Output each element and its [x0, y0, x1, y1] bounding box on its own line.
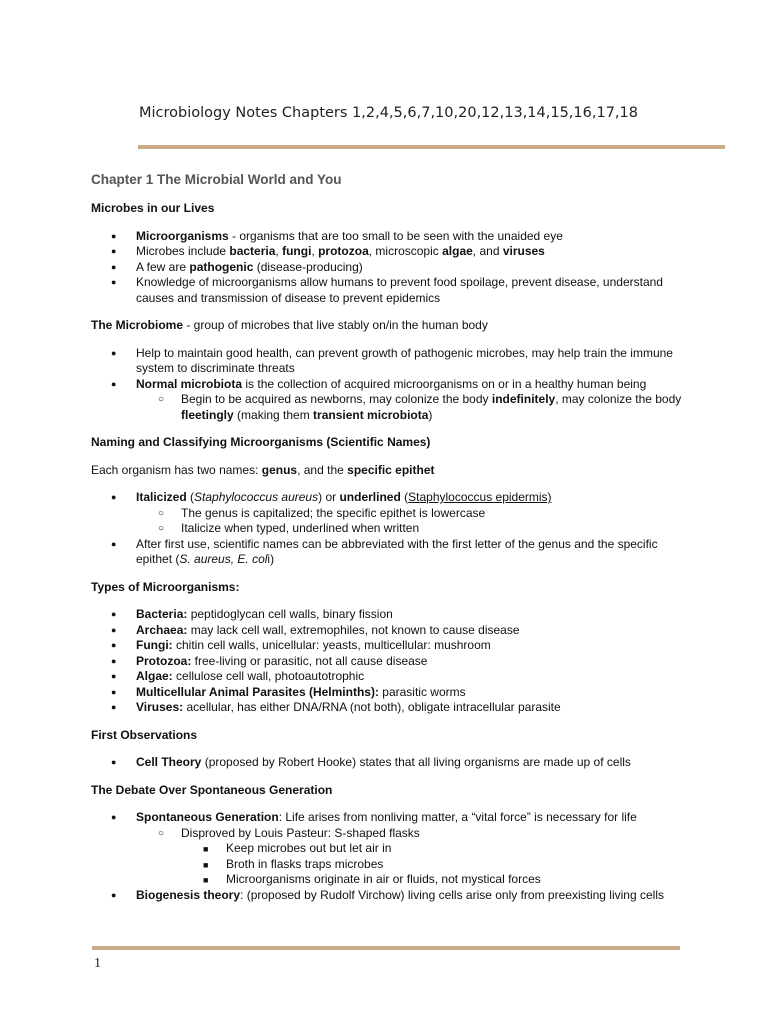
list-item: ● Normal microbiota is the collection of acquired microorganisms on or in a healthy human being ○ Begin to be acquired as newborns, may colonize the body indefinitely, may colonize the body fleetingly (making them transient microbiota) [91, 377, 691, 424]
list-item: ● Biogenesis theory: (proposed by Rudolf Virchow) living cells arise only from preexisting living cells [91, 888, 691, 904]
list-item: ● Bacteria: peptidoglycan cell walls, binary fission [91, 607, 691, 623]
list-item: ● Help to maintain good health, can prevent growth of pathogenic microbes, may help train the immune system to discriminate threats [91, 346, 691, 377]
list-item: ● Algae: cellulose cell wall, photoautotrophic [91, 669, 691, 685]
section-heading-spontaneous: The Debate Over Spontaneous Generation [91, 782, 333, 797]
list-item: ● Microbes include bacteria, fungi, protozoa, microscopic algae, and viruses [91, 244, 691, 260]
sub-list [136, 506, 691, 537]
list-item: ● Archaea: may lack cell wall, extremophiles, not known to cause disease [91, 623, 691, 639]
sub-sub-list-item: ■ Microorganisms originate in air or fluids, not mystical forces [226, 872, 691, 888]
sub-list-item: ○ Begin to be acquired as newborns, may colonize the body indefinitely, may colonize the body fleetingly (making them transient microbiota) [181, 392, 691, 423]
page-content [91, 171, 691, 915]
header-rule [138, 145, 725, 149]
list-item: ● Italicized (Staphylococcus aureus) or underlined (Staphylococcus epidermis) ○ The genus is capitalized; the specific epithet is lowercase ○ Italicize when typed, underlined when written [91, 490, 691, 537]
list-item: ● Knowledge of microorganisms allow humans to prevent food spoilage, prevent disease, understand causes and transmission of disease to prevent epidemics [91, 275, 691, 306]
list-item: ● After first use, scientific names can be abbreviated with the first letter of the genus and the specific epithet (S. aureus, E. coli) [91, 537, 691, 568]
sub-sub-list-item: ■ Broth in flasks traps microbes [226, 857, 691, 873]
document-title: Microbiology Notes Chapters 1,2,4,5,6,7,10,20,12,13,14,15,16,17,18 [139, 105, 638, 121]
microbiome-intro: The Microbiome - group of microbes that live stably on/in the human body [91, 318, 488, 332]
sub-list-item: ○ The genus is capitalized; the specific epithet is lowercase [181, 506, 691, 522]
list-item: ● Fungi: chitin cell walls, unicellular: yeasts, multicellular: mushroom [91, 638, 691, 654]
sub-list [136, 826, 691, 888]
observations-list [91, 755, 691, 771]
list-item: ● Cell Theory (proposed by Robert Hooke) states that all living organisms are made up of cells [91, 755, 691, 771]
section-heading-types: Types of Microorganisms: [91, 579, 240, 594]
list-item: ● Spontaneous Generation: Life arises from nonliving matter, a “vital force” is necessary for life ○ Disproved by Louis Pasteur: S-shaped flasks ■ Keep microbes out but let air in ■ Broth in flasks traps microbes ■ Microorganisms originate in air or fluids, not mystical forces [91, 810, 691, 888]
chapter-heading: Chapter 1 The Microbial World and You [91, 172, 342, 187]
page-number: 1 [94, 956, 101, 971]
sub-list-item: ○ Disproved by Louis Pasteur: S-shaped flasks ■ Keep microbes out but let air in ■ Broth in flasks traps microbes ■ Microorganisms originate in air or fluids, not mystical forces [181, 826, 691, 888]
list-item: ● Microorganisms - organisms that are too small to be seen with the unaided eye [91, 229, 691, 245]
list-item: ● Multicellular Animal Parasites (Helminths): parasitic worms [91, 685, 691, 701]
sub-list-item: ○ Italicize when typed, underlined when written [181, 521, 691, 537]
microbes-list [91, 229, 691, 307]
sub-sub-list [181, 841, 691, 888]
sub-sub-list-item: ■ Keep microbes out but let air in [226, 841, 691, 857]
microbiome-list [91, 346, 691, 424]
section-heading-naming: Naming and Classifying Microorganisms (Scientific Names) [91, 435, 431, 449]
types-list [91, 607, 691, 716]
footer-rule [92, 946, 680, 950]
list-item: ● Protozoa: free-living or parasitic, not all cause disease [91, 654, 691, 670]
section-heading-observations: First Observations [91, 727, 198, 742]
list-item: ● Viruses: acellular, has either DNA/RNA (not both), obligate intracellular parasite [91, 700, 691, 716]
section-heading-microbes: Microbes in our Lives [91, 201, 215, 215]
naming-intro: Each organism has two names: genus, and the specific epithet [91, 462, 435, 477]
sub-list [136, 392, 691, 423]
list-item: ● A few are pathogenic (disease-producing) [91, 260, 691, 276]
naming-list [91, 490, 691, 568]
spontaneous-list [91, 810, 691, 903]
